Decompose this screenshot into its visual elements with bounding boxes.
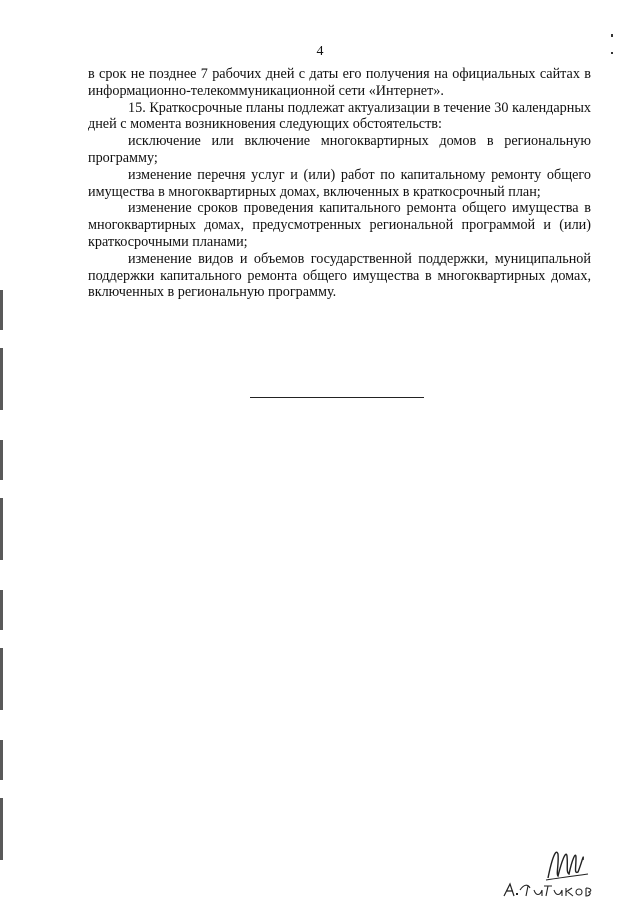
end-divider [250,397,424,398]
page-number: 4 [316,44,324,59]
paragraph-item-15: 15. Краткосрочные планы подлежат актуализации в течение 30 календарных дней с момента возникновения следующих обстоятельств: [88,99,591,133]
paragraph-list-item: исключение или включение многоквартирных домов в региональную программу; [88,133,591,166]
paragraph-list-item: изменение перечня услуг и (или) работ по капитальному ремонту общего имущества в многоквартирных домах, включенных в краткосрочный план; [88,166,591,200]
signature-icon [496,838,606,900]
handwritten-signature [496,838,606,900]
paragraph-list-item: изменение сроков проведения капитального ремонта общего имущества в многоквартирных домах, предусмотренных региональной программой и (или) краткосрочными планами; [88,200,591,250]
paragraph-list-item: изменение видов и объемов государственной поддержки, муниципальной поддержки капитального ремонта общего имущества в многоквартирных домах, включенных в региональную программу. [88,250,591,301]
paragraph-continuation: в срок не позднее 7 рабочих дней с даты его получения на официальных сайтах в информационно-телекоммуникационной сети «Интернет». [88,66,591,99]
body-text [88,66,591,301]
scan-mark [611,34,613,37]
scan-edge-artifact [0,290,3,890]
